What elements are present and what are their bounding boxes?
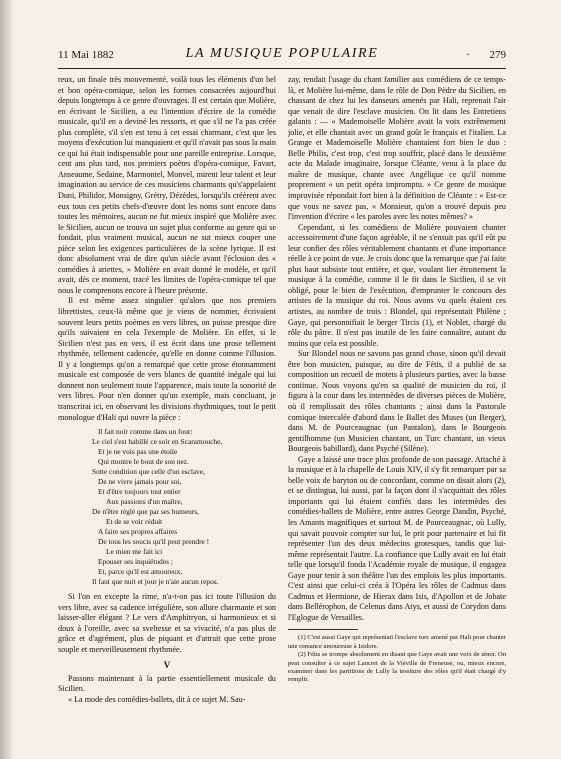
paragraph: Passons maintenant à la partie essentiellement musicale du Sicilien. [58,673,276,694]
header-rule [58,68,506,69]
paragraph: reux, un finale très mouvementé, voilà tous les éléments d'un bel et bon opéra-comique, selon les formes consacrées aujourd'hui depuis longtemps à ce genre d'ouvrages. Il est certain que Molière, en écrivant le Sicilien, a eu l'intention d'écrire de la comédie musicale, qu'il en a deviné les ressorts, et que s'il ne l'a pas créée plus complète, s'il s'en est tenu à cet essai charmant, c'est que les moyens d'exécution lui manquaient et qu'il n'avait pas sous la main ce qui lui était indispensable pour une pareille entreprise. Lorsque, cent ans plus tard, nos premiers poètes d'opéra-comique, Favart, Anseaume, Sedaine, Marmontel, Monvel, mirent leur talent et leur imagination au service de ces musiciens charmants qu's'appelaient Duni, Philidor, Monsigny, Grétry, Dézèdes, lorsqu'ils créèrent avec eux tous ces petits chefs-d'œuvre dont les noms sont encore dans toutes les mémoires, aucun ne fut mieux inspiré que Molière avec le Sicilien, aucun ne trouva un sujet plus conforme au genre qui se fondait, plus vraiment musical, aucun ne sut mieux couper une pièce selon les exigences particulières de la scène lyrique. Il est donc absolument vrai de dire qu'un siècle avant l'éclosion des « comédies à ariettes, » Molière en avait donné le modèle, et qu'il avait, dès ce moment, tracé les limites de l'opéra-comique tel que nous le comprenons encore à l'heure présente. [58,75,276,295]
paragraph: zay, rendait l'usage du chant familier aux comédiens de ce temps-là, et Molière lui-même, dans le rôle de Don Pèdre du Sicilien, en chassant de chez lui les danseurs amenés par Hali, reprenait l'air que venait de dire l'esclave musicien. On lit dans les Entretiens galants : — « Mademoiselle Molière avait la voix extrêmement jolie, et elle chantait avec un grand goût le français et l'italien. La Grange et Mademoiselle Molière chantaient fort bien le duo : Belle Philis, c'est trop, c'est trop souffrir, placé dans le deuxième acte du Malade imaginaire, lorsque Cléante, venu à la place du maître de musique, chante avec Angélique ce qu'il nomme proprement « un petit opéra impromptu. » Ce genre de musique improvisée répondait fort bien à la définition de Cléante : « Est-ce que vous ne savez pas, « Monsieur, qu'on a trouvé depuis peu l'invention d'écrire « les paroles avec les notes mêmes? » [288,75,506,222]
page-edge-shadow [0,0,14,759]
header-ornament: · [466,47,470,61]
poem-line: De n'être réglé que par ses humeurs, [92,507,200,517]
paragraph: Cependant, si les comédiens de Molière pouvaient chanter accessoirement d'une façon agréable, il ne s'ensuit pas qu'il eût pu leur confier des rôles véritablement chantants et d'une importance réelle à ce point de vue. Je crois donc que la remarque que j'ai faite plus haut subsiste tout entière, et que, voulant lier étroitement la musique à la comédie, comme il le fit dans le Sicilien, il se vit obligé, pour le bien de l'exécution, d'emprunter le concours des artistes de la musique du roi. Nous avons vu quels étaient ces artistes, au nombre de trois : Blondel, qui représentait Philène ; Gaye, qui personnifiait le berger Tircis (1), et Noblet, chargé du rôle du pâtre. Il n'est pas inutile de les faire connaître, autant du moins que cela est possible. [288,222,506,348]
poem-monologue [92,427,276,587]
page-number: 279 [489,49,506,61]
footnote: (2) Fétis se trompe absolument en disant que Gaye avait une voix de ténor. On peut consulter à ce sujet Lancret de la Viéville de Freneuse, ou, mieux encore, examiner dans les partitions de Lully la tessiture des rôles qu'il était chargé d'y remplir. [288,651,506,684]
poem-line: Epouser ses inquiétudes ; [98,557,173,567]
poem-line: Le ciel s'est habillé ce soir en Scaramouche, [92,437,223,447]
paragraph: Il est même assez singulier qu'alors que nos premiers librettistes, ceux-là même que je viens de nommer, écrivaient souvent leurs petits poèmes en vers libres, on puisse presque dire qu'ils suivaient en cela l'exemple de Molière. En effet, si le Sicilien n'est pas en vers, il est écrit dans une prose tellement rhythmée, tellement cadencée, qu'elle en donne comme l'illusion. Il y a longtemps qu'on a remarqué que cette prose étonnamment musicale est composée de vers blancs de quantité inégale qui lui donnent non seulement toute l'apparence, mais toute la sonorité de vers libres. Pour n'en donner qu'un exemple, mais concluant, je transcrirai ici, en observant les divisions rhythmiques, tout le petit monologue d'Hali qui ouvre la pièce : [58,296,276,422]
paragraph: Gaye a laissé une trace plus profonde de son passage. Attaché à la musique et à la chapelle de Louis XIV, il s'y fit remarquer par sa belle voix de baryton ou de concordant, comme on disait alors (2), et se distingua, lui aussi, par la façon dont il s'acquittait des rôles importants qui lui étaient confiés dans les intermèdes des comédies-ballets de Molière, entre autres George Dandin, Psyché, les Amants magnifiques et surtout M. de Pourceaugnac, où Lully, qui savait pouvoir compter sur lui, le prit pour partenaire et lui fit représenter l'un des deux médecins grotesques, tandis que lui-même représentait l'autre. La confiance que Lully avait en lui était telle que lorsqu'il fonda l'Académie royale de musique, il engagea Gaye pour tenir à son théâtre l'un des emplois les plus importants. C'est ainsi que celui-ci créa à l'Opéra les rôles de Cadmus dans Cadmus et Hermione, de Hierax dans Isis, d'Apollon et de Jobate dans Bellérophon, de Celenus dans Atys, et aussi de Corydon dans l'Eglogue de Versailles. [288,454,506,622]
poem-line: Et, parce qu'il est amoureux, [98,567,183,577]
left-column [58,75,276,745]
paragraph: Sur Blondel nous ne savons pas grand chose, sinon qu'il devait être bon musicien, puisque, au dire de Fétis, il a publié de sa composition un recueil de motets à plusieurs parties, avec la basse continue. Nous voyons qu'en sa qualité de musicien du roi, il figura à la cour dans les intermèdes de diverses pièces de Molière, où il remplissait des rôles chantants ; ainsi dans la Pastorale comique intercalée d'abord dans le Ballet des Muses (un Berger), dans M. de Pourceaugnac (un Pantalon), dans le Bourgeois gentilhomme (un Musicien chantant, un Turc chantant, un vieux Bourgeois babillard), dans Psyché (Silène). [288,349,506,454]
poem-line: Aux passions d'un maître, [106,497,183,507]
right-column [288,75,506,745]
footnote: (1) C'est aussi Gaye qui représentait l'esclave turc amené par Hali pour chanter une romance amoureuse à Isidore. [288,634,506,650]
poem-line: Et d'être toujours tout entier [98,487,181,497]
poem-line: De tous les soucis qu'il peut prendre ! [98,537,210,547]
poem-line: Sotte condition que celle d'un esclave, [92,467,205,477]
footnote-rule [288,629,358,630]
paragraph: Si l'on en excepte la rime, n'a-t-on pas ici toute l'illusion du vers libre, avec sa cadence irrégulière, son allure charmante et son laisser-aller élégant ? Le vers d'Amphitryon, si harmonieux et si doux à l'oreille, avec sa sveltesse et sa vivacité, n'a pas plus de grâce et d'agrément, plus de piquant et d'attrait que cette prose souple et merveilleusement rhythmée. [58,592,276,654]
poem-line: Il faut que nuit et jour je n'aie aucun repos. [92,577,219,587]
section-heading: V [163,660,171,671]
poem-line: A faire ses propres affaires [98,527,178,537]
poem-line: Et je ne vois pas une étoile [98,447,178,457]
poem-line: Le mien me fait ici [106,547,163,557]
poem-line: Il fait noir comme dans un four: [98,427,193,437]
poem-line: De ne vivre jamais pour soi, [98,477,182,487]
poem-line: Et de se voir réduit [106,517,163,527]
header-date: 11 Mai 1882 [58,49,114,61]
running-header [58,44,506,66]
paragraph: « La mode des comédies-ballets, dit à ce sujet M. Sau- [68,694,246,704]
journal-title: LA MUSIQUE POPULAIRE [185,46,379,61]
poem-line: Qui montre le bout de son nez. [98,457,189,467]
